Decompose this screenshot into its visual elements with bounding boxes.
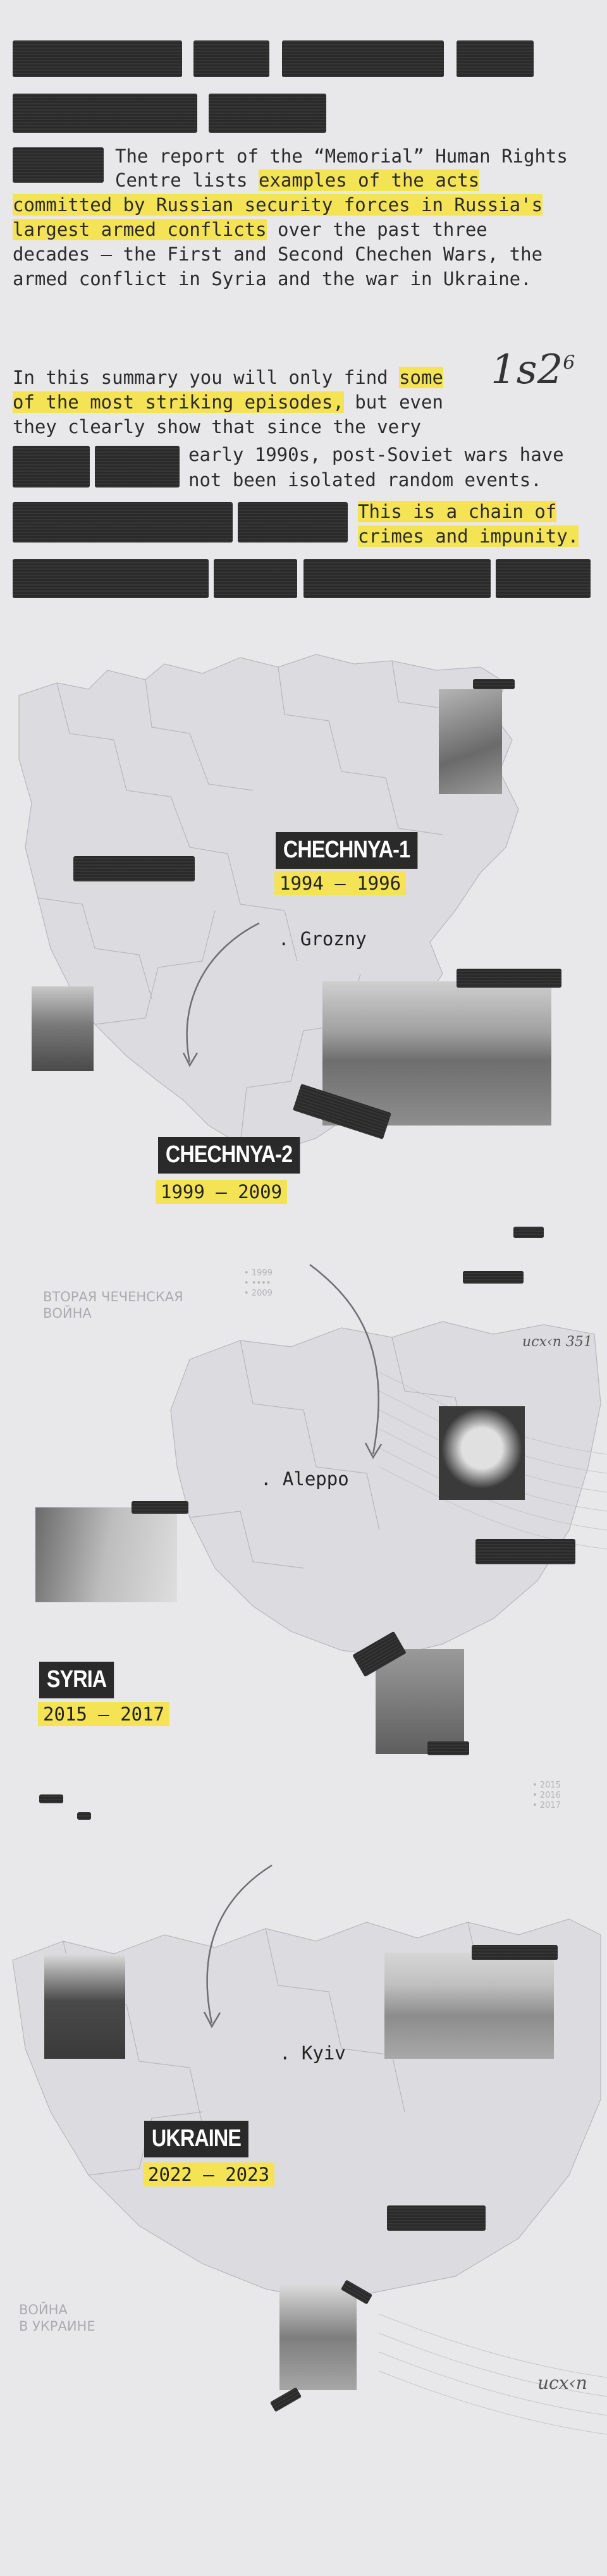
redaction-bar	[95, 446, 180, 488]
era-dates-chechnya2: 1999 – 2009	[156, 1180, 287, 1204]
redaction-bar	[13, 559, 209, 598]
intro-line: armed conflict in Syria and the war in Ukraine.	[13, 268, 532, 290]
intro-highlight: committed by Russian security forces in Russia's	[13, 194, 543, 216]
redaction-bar	[463, 1271, 524, 1284]
photo-soldiers-chechnya1	[439, 689, 502, 794]
handwritten-scribble	[491, 347, 575, 393]
redaction-bar	[13, 40, 182, 77]
era-title-chechnya1: CHECHNYA-1	[276, 832, 417, 869]
intro-line	[13, 193, 543, 218]
summary-line	[358, 524, 579, 549]
redaction-bar	[457, 969, 561, 988]
redaction-bar	[472, 1945, 558, 1960]
ghost-years-syria: • 2015 • 2016 • 2017	[532, 1781, 561, 1810]
redaction-bar	[427, 1741, 469, 1755]
era-dates-chechnya1: 1994 – 1996	[274, 871, 406, 895]
signature-scribble: ucx‹n	[537, 2372, 587, 2393]
photo-general-ukraine	[44, 1954, 125, 2059]
summary-line: early 1990s, post-Soviet wars have	[188, 444, 564, 465]
signature-scribble: ucx‹n 351	[522, 1334, 592, 1350]
summary-highlight: crimes and impunity.	[358, 525, 579, 547]
intro-line: decades – the First and Second Chechen Wars, the	[13, 243, 543, 265]
redaction-bar	[473, 679, 515, 689]
photo-building-ukraine	[384, 1953, 554, 2059]
summary-line	[13, 365, 443, 390]
intro-text: Centre lists	[115, 169, 259, 191]
scribble-text: 1s2	[491, 347, 563, 393]
summary-text: In this summary you will only find	[13, 367, 400, 388]
map-region-syria	[171, 1322, 601, 1657]
city-label-kyiv: . Kyiv	[279, 2042, 346, 2064]
summary-line: they clearly show that since the very	[13, 416, 422, 438]
ghost-title-chechnya2: ВТОРАЯ ЧЕЧЕНСКАЯ ВОЙНА	[43, 1289, 183, 1321]
photo-rescue-syria	[35, 1507, 177, 1602]
intro-line	[115, 168, 479, 193]
redaction-bar	[77, 1812, 91, 1820]
ghost-title-ukraine: ВОЙНА В УКРАИНЕ	[19, 2302, 95, 2334]
city-label-aleppo: . Aleppo	[261, 1468, 349, 1490]
intro-highlight: examples of the acts	[258, 169, 480, 191]
summary-text: but even	[343, 391, 443, 413]
redaction-bar	[13, 147, 104, 183]
redaction-bar	[387, 2205, 486, 2231]
redaction-bar	[238, 502, 348, 543]
intro-line: The report of the “Memorial” Human Rights	[115, 145, 568, 167]
redaction-bar	[13, 502, 233, 543]
era-title-chechnya2: CHECHNYA-2	[158, 1137, 300, 1174]
intro-text: over the past three	[266, 219, 487, 240]
redaction-bar	[39, 1794, 63, 1803]
redaction-bar	[132, 1501, 188, 1514]
redaction-bar	[496, 559, 591, 598]
photo-group-syria	[376, 1649, 464, 1754]
redaction-bar	[73, 856, 195, 881]
redaction-bar	[457, 40, 534, 77]
city-label-grozny: . Grozny	[278, 928, 367, 950]
redaction-bar	[304, 559, 491, 598]
era-title-syria: SYRIA	[39, 1662, 114, 1698]
redaction-bar	[13, 94, 197, 133]
redaction-bar	[513, 1227, 544, 1238]
summary-line: not been isolated random events.	[188, 469, 542, 491]
ghost-years-chechnya2: • 1999 • •••• • 2009	[244, 1268, 273, 1298]
summary-line	[358, 500, 556, 524]
photo-man-chechnya1	[32, 986, 94, 1071]
intro-line	[13, 218, 487, 242]
photo-officer-face	[439, 1406, 525, 1500]
era-title-ukraine: UKRAINE	[144, 2121, 248, 2157]
intro-highlight: largest armed conflicts	[13, 219, 267, 240]
redaction-bar	[209, 94, 326, 133]
photo-soldier-ukraine	[279, 2285, 357, 2390]
redaction-bar	[214, 559, 297, 598]
scribble-superscript: 6	[563, 352, 575, 374]
redaction-bar	[193, 40, 269, 77]
redaction-bar	[282, 40, 444, 77]
summary-highlight: some	[399, 367, 443, 388]
summary-highlight: This is a chain of	[358, 501, 557, 522]
redaction-bar	[475, 1539, 575, 1564]
summary-highlight: of the most striking episodes,	[13, 391, 344, 413]
summary-line	[13, 390, 443, 415]
era-dates-ukraine: 2022 – 2023	[143, 2162, 274, 2187]
redaction-bar	[13, 446, 90, 488]
era-dates-syria: 2015 – 2017	[38, 1702, 169, 1726]
